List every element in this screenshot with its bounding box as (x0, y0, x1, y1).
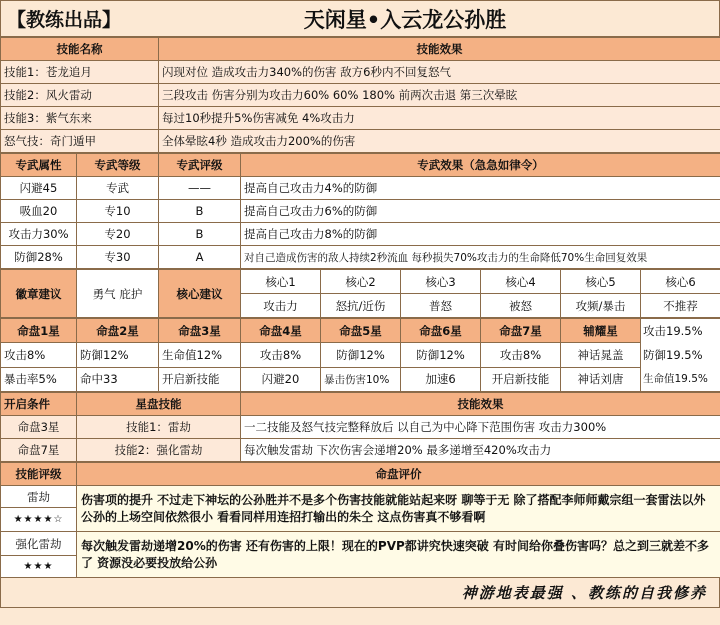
star-table (0, 318, 720, 392)
review-skill: 强化雷劫 (1, 532, 77, 556)
star-head: 命盘2星 (77, 319, 159, 343)
star-head: 辅耀星 (561, 319, 641, 343)
starskill-cond: 命盘7星 (1, 439, 77, 462)
weapon-level: 专10 (77, 200, 159, 223)
title-bar (0, 0, 720, 37)
table-row (1, 223, 720, 246)
weapon-header-rating: 专武评级 (159, 154, 241, 177)
table-row (1, 130, 720, 153)
core-name: 核心1 (241, 270, 321, 294)
skills-header-effect: 技能效果 (159, 38, 720, 61)
skills-table (0, 37, 720, 153)
weapon-level: 专武 (77, 177, 159, 200)
hero-name: 天闲星•入云龙公孙胜 (303, 7, 507, 32)
star-r1: 攻击8% (241, 343, 321, 367)
star-r1: 防御12% (401, 343, 481, 367)
skill-effect: 三段攻击 伤害分别为攻击力60% 60% 180% 前两次击退 第三次晕眩 (159, 84, 720, 107)
core-value: 怒抗/近伤 (321, 294, 401, 318)
core-name: 核心5 (561, 270, 641, 294)
star-r2: 暴击伤害10% (321, 367, 401, 391)
star-extra-line: 防御19.5% (643, 348, 703, 362)
skill-name: 技能2：风火雷动 (1, 84, 159, 107)
badge-value: 勇气 庇护 (77, 270, 159, 318)
table-row (1, 439, 720, 462)
starskill-header-skill: 星盘技能 (77, 393, 241, 416)
star-r2: 开启新技能 (481, 367, 561, 391)
star-r1: 生命值12% (159, 343, 241, 367)
star-r2: 命中33 (77, 367, 159, 391)
star-extra (641, 319, 720, 392)
table-row (1, 246, 720, 269)
core-label: 核心建议 (159, 270, 241, 318)
skill-name: 怒气技：奇门遁甲 (1, 130, 159, 153)
star-r2: 暴击率5% (1, 367, 77, 391)
review-comment: 伤害项的提升 不过走下神坛的公孙胜并不是多个伤害技能就能站起来呀 聊等于无 除了搭配李师师戴宗组一套雷法以外 公孙的上场空间依然很小 看看同样用连招打输出的朱仝 这点伤害真不够看啊 (77, 486, 720, 532)
badge-label: 徽章建议 (1, 270, 77, 318)
core-name: 核心3 (401, 270, 481, 294)
table-row (1, 177, 720, 200)
badge-table (0, 269, 720, 318)
core-value: 攻频/暴击 (561, 294, 641, 318)
review-table (0, 462, 720, 578)
weapon-effect: 提高自己攻击力8%的防御 (241, 223, 720, 246)
star-r1: 攻击8% (1, 343, 77, 367)
star-head: 命盘5星 (321, 319, 401, 343)
table-row (1, 200, 720, 223)
review-stars: ★★★ (1, 556, 77, 578)
weapon-header-level: 专武等级 (77, 154, 159, 177)
weapon-header-effect: 专武效果（急急如律令） (241, 154, 720, 177)
star-head: 命盘1星 (1, 319, 77, 343)
star-r2: 加速6 (401, 367, 481, 391)
weapon-rating: A (159, 246, 241, 269)
star-r2: 神话刘唐 (561, 367, 641, 391)
starskill-effect: 一二技能及怒气技完整释放后 以自己为中心降下范围伤害 攻击力300% (241, 416, 720, 439)
footer-signature: 神游地表最强 、教练的自我修养 (0, 578, 720, 608)
star-r1: 防御12% (77, 343, 159, 367)
table-row (1, 416, 720, 439)
star-r2: 闪避20 (241, 367, 321, 391)
core-value: 普怒 (401, 294, 481, 318)
star-head: 命盘3星 (159, 319, 241, 343)
star-head: 命盘6星 (401, 319, 481, 343)
star-head: 命盘7星 (481, 319, 561, 343)
weapon-effect: 对自己造成伤害的敌人持续2秒流血 每秒损失70%攻击力的生命降低70%生命回复效果 (241, 246, 720, 269)
star-r1: 神话晁盖 (561, 343, 641, 367)
weapon-attr: 攻击力30% (1, 223, 77, 246)
core-name: 核心4 (481, 270, 561, 294)
skill-effect: 全体晕眩4秒 造成攻击力200%的伤害 (159, 130, 720, 153)
star-r1: 攻击8% (481, 343, 561, 367)
weapon-rating: —— (159, 177, 241, 200)
weapon-attr: 防御28% (1, 246, 77, 269)
starskill-name: 技能2：强化雷劫 (77, 439, 241, 462)
star-head: 命盘4星 (241, 319, 321, 343)
weapon-attr: 吸血20 (1, 200, 77, 223)
core-name: 核心6 (641, 270, 720, 294)
core-value: 不推荐 (641, 294, 720, 318)
weapon-level: 专20 (77, 223, 159, 246)
starskill-cond: 命盘3星 (1, 416, 77, 439)
weapon-table (0, 153, 720, 269)
weapon-header-attr: 专武属性 (1, 154, 77, 177)
star-extra-line: 攻击19.5% (643, 324, 703, 338)
weapon-rating: B (159, 223, 241, 246)
table-row (1, 107, 720, 130)
review-stars: ★★★★☆ (1, 508, 77, 532)
table-row (1, 61, 720, 84)
core-value: 被怒 (481, 294, 561, 318)
skill-effect: 闪现对位 造成攻击力340%的伤害 敌方6秒内不回复怒气 (159, 61, 720, 84)
skills-header-name: 技能名称 (1, 38, 159, 61)
core-value: 攻击力 (241, 294, 321, 318)
star-skill-table (0, 392, 720, 462)
title-tag: 【教练出品】 (7, 9, 122, 31)
table-row (1, 84, 720, 107)
review-header-comment: 命盘评价 (77, 463, 720, 486)
starskill-effect: 每次触发雷劫 下次伤害会递增20% 最多递增至420%攻击力 (241, 439, 720, 462)
skill-name: 技能3：紫气东来 (1, 107, 159, 130)
weapon-effect: 提高自己攻击力6%的防御 (241, 200, 720, 223)
review-header-rating: 技能评级 (1, 463, 77, 486)
star-r1: 防御12% (321, 343, 401, 367)
starskill-header-cond: 开启条件 (1, 393, 77, 416)
starskill-name: 技能1：雷劫 (77, 416, 241, 439)
starskill-header-effect: 技能效果 (241, 393, 720, 416)
review-skill: 雷劫 (1, 486, 77, 508)
star-extra-line: 生命值19.5% (643, 373, 708, 385)
core-name: 核心2 (321, 270, 401, 294)
weapon-level: 专30 (77, 246, 159, 269)
skill-effect: 每过10秒提升5%伤害减免 4%攻击力 (159, 107, 720, 130)
weapon-attr: 闪避45 (1, 177, 77, 200)
weapon-effect: 提高自己攻击力4%的防御 (241, 177, 720, 200)
star-r2: 开启新技能 (159, 367, 241, 391)
review-comment: 每次触发雷劫递增20%的伤害 还有伤害的上限！现在的PVP都讲究快速突破 有时间给你叠伤害吗？总之到三就差不多了 资源没必要投放给公孙 (77, 532, 720, 578)
weapon-rating: B (159, 200, 241, 223)
skill-name: 技能1：苍龙追月 (1, 61, 159, 84)
